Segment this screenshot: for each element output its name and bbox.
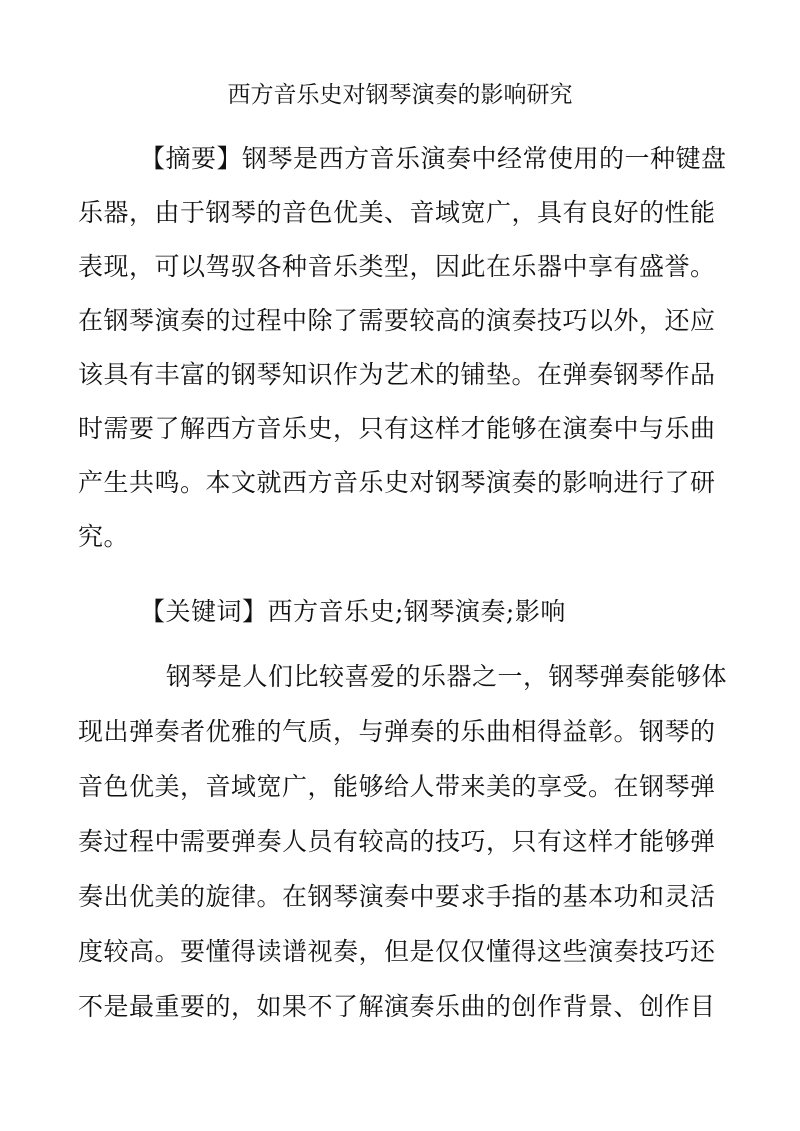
body-line: 度较高。要懂得读谱视奏，但是仅仅懂得这些演奏技巧还 bbox=[78, 937, 716, 966]
document-title: 西方音乐史对钢琴演奏的影响研究 bbox=[227, 82, 573, 108]
abstract-line: 乐器，由于钢琴的音色优美、音域宽广，具有良好的性能 bbox=[78, 198, 716, 227]
body-line: 不是最重要的，如果不了解演奏乐曲的创作背景、创作目 bbox=[78, 992, 716, 1021]
keywords-line: 【关键词】西方音乐史;钢琴演奏;影响 bbox=[140, 597, 566, 626]
abstract-line: 时需要了解西方音乐史，只有这样才能够在演奏中与乐曲 bbox=[78, 414, 716, 443]
abstract-line: 究。 bbox=[78, 522, 130, 551]
abstract-line: 产生共鸣。本文就西方音乐史对钢琴演奏的影响进行了研 bbox=[78, 468, 716, 497]
body-line: 奏过程中需要弹奏人员有较高的技巧，只有这样才能够弹 bbox=[78, 827, 716, 856]
body-line: 现出弹奏者优雅的气质，与弹奏的乐曲相得益彰。钢琴的 bbox=[78, 717, 716, 746]
abstract-line: 【摘要】钢琴是西方音乐演奏中经常使用的一种键盘 bbox=[140, 144, 727, 173]
body-line: 钢琴是人们比较喜爱的乐器之一，钢琴弹奏能够体 bbox=[166, 662, 728, 691]
body-line: 音色优美，音域宽广，能够给人带来美的享受。在钢琴弹 bbox=[78, 772, 716, 801]
abstract-line: 该具有丰富的钢琴知识作为艺术的铺垫。在弹奏钢琴作品 bbox=[78, 360, 716, 389]
body-line: 奏出优美的旋律。在钢琴演奏中要求手指的基本功和灵活 bbox=[78, 882, 716, 911]
abstract-line: 在钢琴演奏的过程中除了需要较高的演奏技巧以外，还应 bbox=[78, 306, 716, 335]
abstract-line: 表现，可以驾驭各种音乐类型，因此在乐器中享有盛誉。 bbox=[78, 252, 716, 281]
